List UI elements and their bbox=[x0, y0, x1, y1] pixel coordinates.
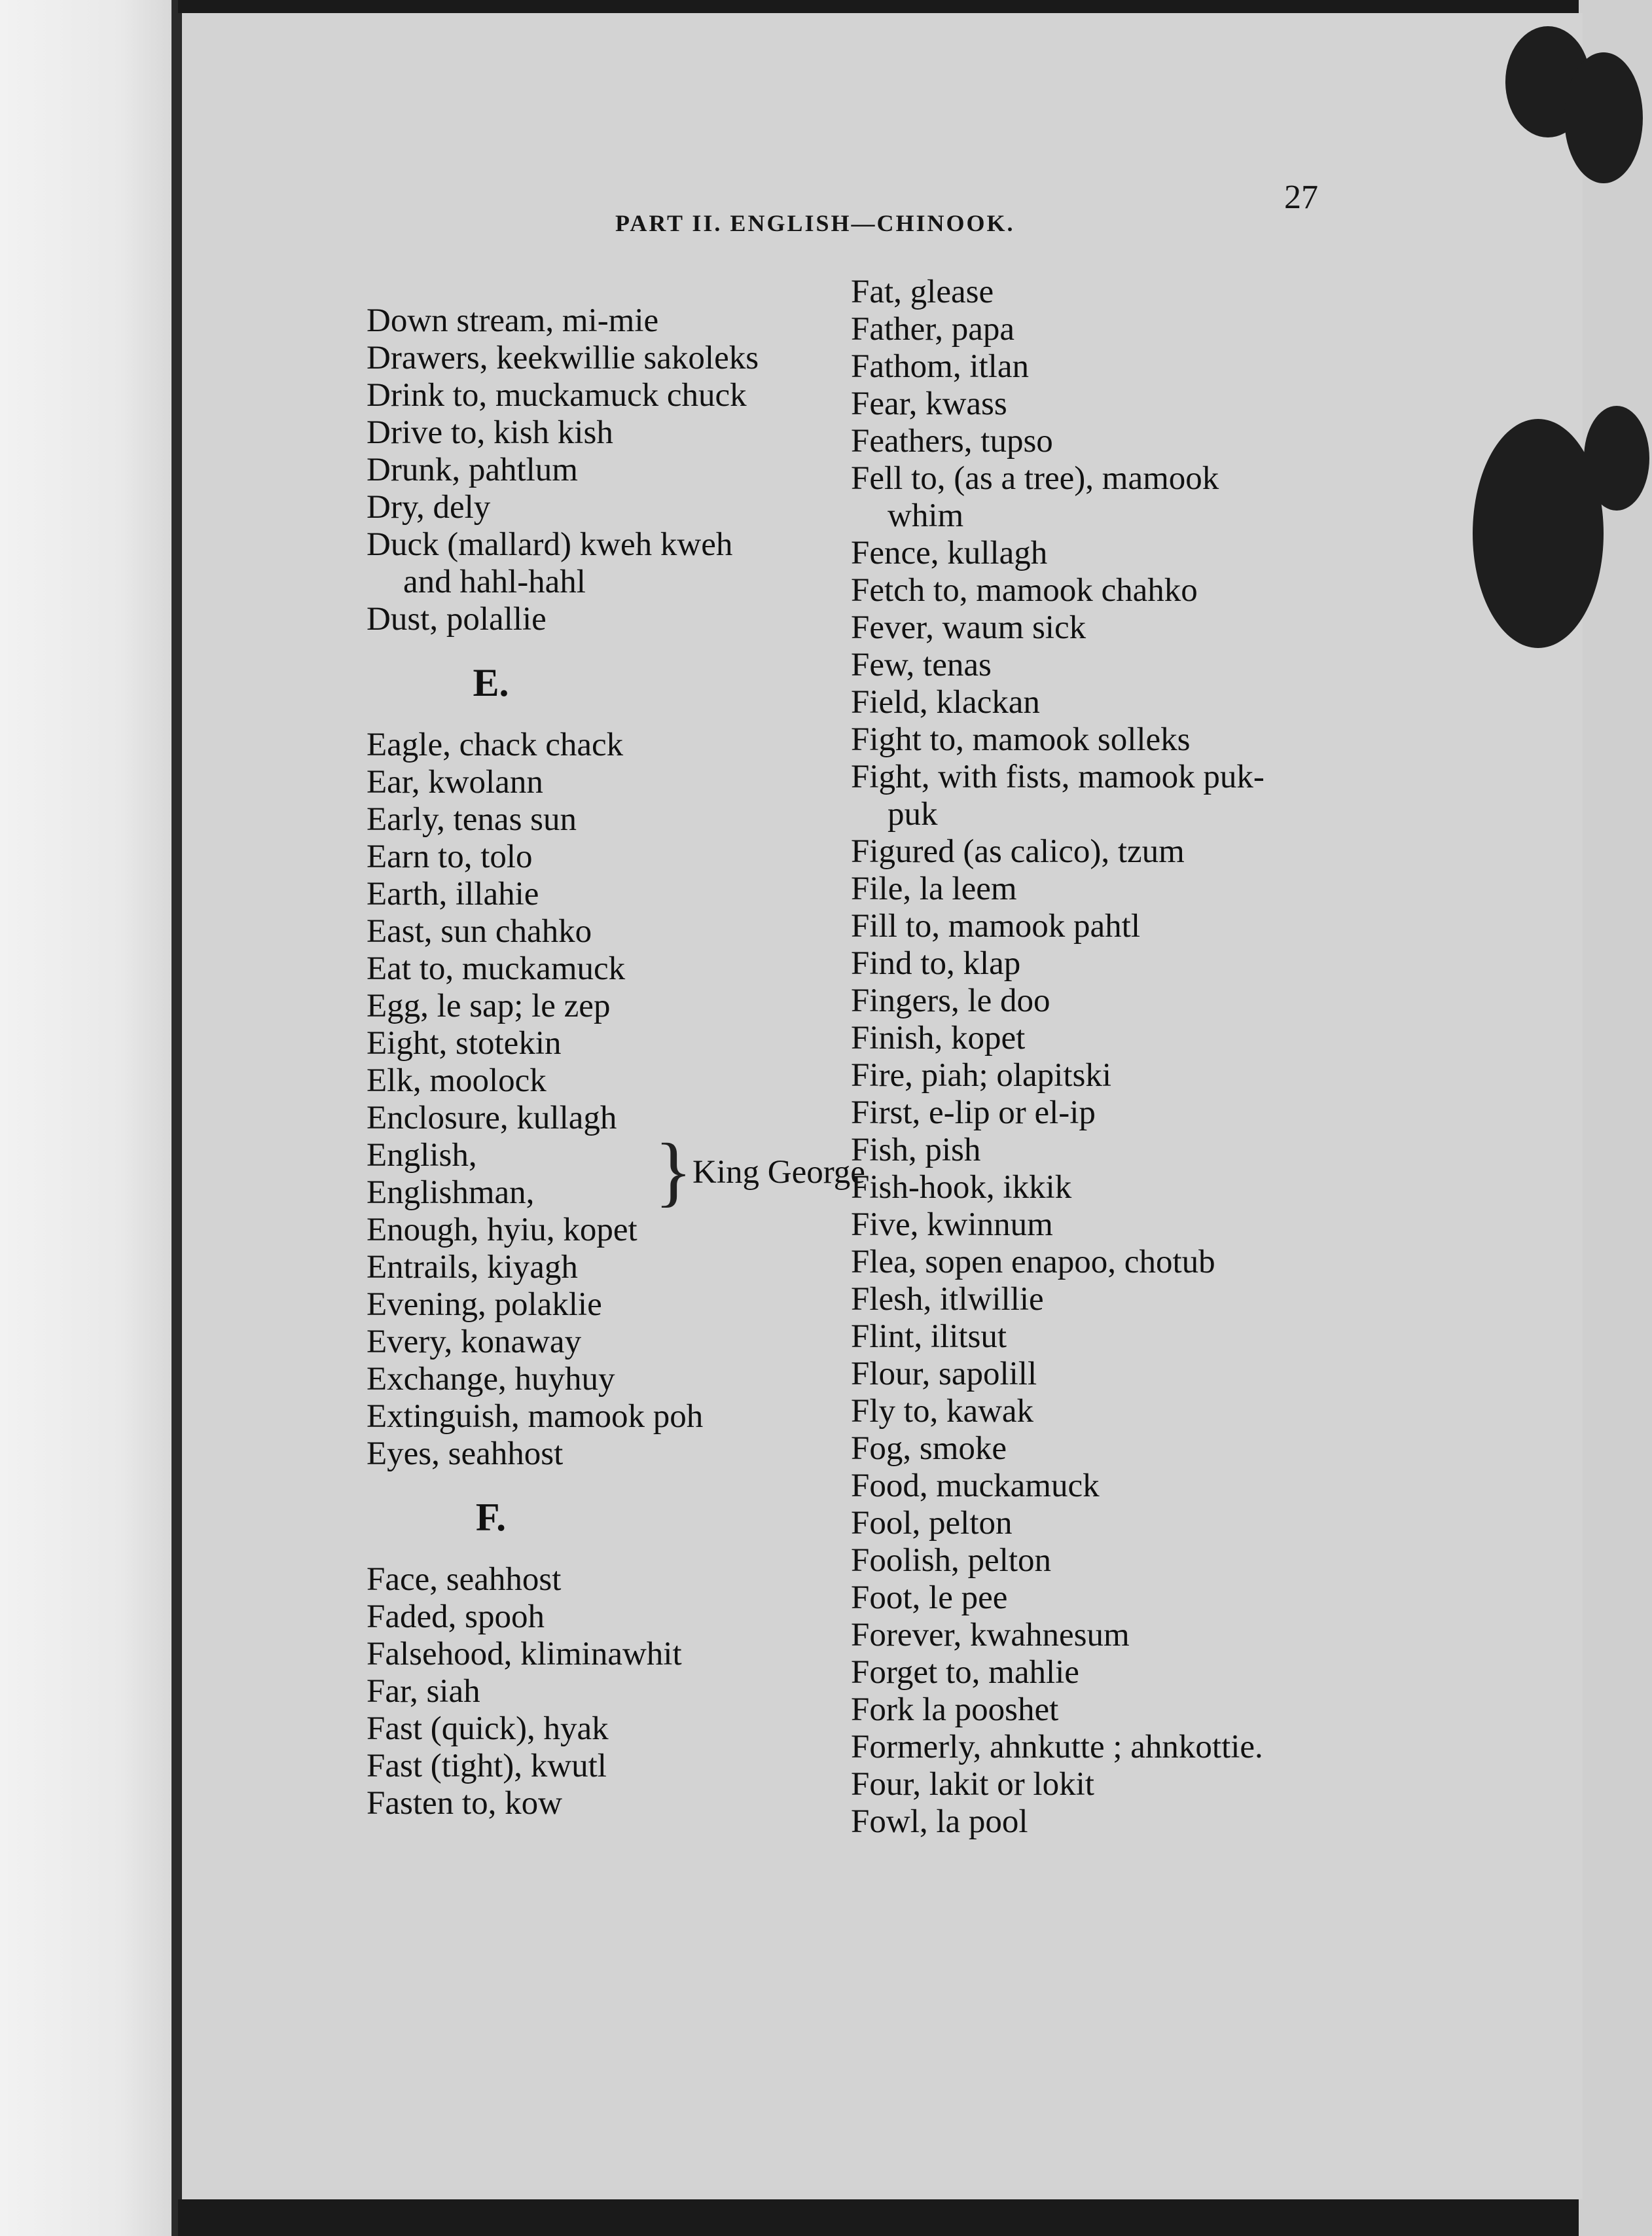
dictionary-entry: Father, papa bbox=[851, 311, 1015, 348]
dictionary-entry: Figured (as calico), tzum bbox=[851, 833, 1185, 870]
dictionary-entry: Find to, klap bbox=[851, 945, 1021, 982]
dictionary-entry: Drawers, keekwillie sakoleks bbox=[367, 340, 759, 376]
dictionary-entry: Down stream, mi-mie bbox=[367, 302, 659, 339]
dictionary-entry: Fool, pelton bbox=[851, 1505, 1013, 1542]
dictionary-entry: Eagle, chack chack bbox=[367, 727, 624, 763]
page-edge bbox=[1579, 0, 1652, 2236]
dictionary-entry: Forget to, mahlie bbox=[851, 1654, 1079, 1691]
dictionary-entry: Dust, polallie bbox=[367, 601, 547, 638]
dictionary-entry: Drink to, muckamuck chuck bbox=[367, 377, 747, 414]
dictionary-entry: Fat, glease bbox=[851, 274, 994, 310]
dictionary-entry: Egg, le sap; le zep bbox=[367, 988, 611, 1024]
dictionary-entry: Fell to, (as a tree), mamook bbox=[851, 460, 1219, 497]
ink-stain bbox=[1564, 52, 1643, 183]
dictionary-entry: Extinguish, mamook poh bbox=[367, 1398, 704, 1435]
dictionary-entry-continuation: whim bbox=[888, 497, 964, 534]
dictionary-entry: Fingers, le doo bbox=[851, 983, 1050, 1019]
dictionary-entry: Fast (tight), kwutl bbox=[367, 1748, 607, 1784]
bracket-translation: King George bbox=[692, 1154, 865, 1191]
dictionary-entry: Fasten to, kow bbox=[367, 1785, 562, 1822]
page-number: 27 bbox=[1284, 179, 1318, 216]
dictionary-entry-continuation: and hahl-hahl bbox=[403, 564, 586, 600]
dictionary-entry: Drunk, pahtlum bbox=[367, 452, 578, 488]
dictionary-entry: Evening, polaklie bbox=[367, 1286, 602, 1323]
dictionary-entry: First, e-lip or el-ip bbox=[851, 1094, 1096, 1131]
dictionary-entry: Earth, illahie bbox=[367, 876, 539, 912]
dictionary-entry: Fire, piah; olapitski bbox=[851, 1057, 1112, 1094]
dictionary-entry: Fork la pooshet bbox=[851, 1691, 1059, 1728]
dictionary-entry: Feathers, tupso bbox=[851, 423, 1053, 460]
running-header: PART II. ENGLISH—CHINOOK. bbox=[615, 210, 1015, 236]
dictionary-entry-continuation: puk bbox=[888, 796, 938, 833]
dictionary-entry: Finish, kopet bbox=[851, 1020, 1026, 1056]
ink-stain bbox=[1584, 406, 1649, 511]
dictionary-entry: Eight, stotekin bbox=[367, 1025, 562, 1062]
facing-page bbox=[0, 0, 171, 2236]
dictionary-entry: Flea, sopen enapoo, chotub bbox=[851, 1244, 1215, 1280]
dictionary-entry: Fear, kwass bbox=[851, 386, 1007, 422]
section-heading-e: E. bbox=[473, 661, 509, 704]
dictionary-entry: Foot, le pee bbox=[851, 1579, 1008, 1616]
dictionary-entry: Fight, with fists, mamook puk- bbox=[851, 759, 1265, 795]
dictionary-entry: Fish-hook, ikkik bbox=[851, 1169, 1072, 1206]
dictionary-entry: Drive to, kish kish bbox=[367, 414, 613, 451]
bracketed-entry-group bbox=[367, 1127, 910, 1214]
dictionary-entry: Enclosure, kullagh bbox=[367, 1100, 617, 1136]
dictionary-entry: Elk, moolock bbox=[367, 1062, 547, 1099]
dictionary-entry: Englishman, bbox=[367, 1174, 535, 1211]
dictionary-entry: Eyes, seahhost bbox=[367, 1435, 564, 1472]
dictionary-entry: English, bbox=[367, 1137, 477, 1174]
dictionary-entry: Exchange, huyhuy bbox=[367, 1361, 615, 1398]
dictionary-entry: Duck (mallard) kweh kweh bbox=[367, 526, 733, 563]
dictionary-entry: Fast (quick), hyak bbox=[367, 1710, 609, 1747]
dictionary-entry: Fetch to, mamook chahko bbox=[851, 572, 1198, 609]
left-column bbox=[367, 302, 910, 1822]
dictionary-entry: Enough, hyiu, kopet bbox=[367, 1212, 637, 1248]
dictionary-entry: Fence, kullagh bbox=[851, 535, 1048, 571]
section-heading-f: F. bbox=[475, 1496, 507, 1539]
dictionary-entry: Fish, pish bbox=[851, 1132, 981, 1168]
dictionary-entry: File, la leem bbox=[851, 871, 1017, 907]
dictionary-entry: Earn to, tolo bbox=[367, 838, 533, 875]
dictionary-entry: Four, lakit or lokit bbox=[851, 1766, 1094, 1803]
dictionary-entry: Fight to, mamook solleks bbox=[851, 721, 1191, 758]
brace-glyph: } bbox=[655, 1127, 692, 1214]
dictionary-entry: Five, kwinnum bbox=[851, 1206, 1053, 1243]
book-gutter bbox=[171, 0, 178, 2236]
dictionary-entry: Early, tenas sun bbox=[367, 801, 577, 838]
dictionary-entry: Forever, kwahnesum bbox=[851, 1617, 1130, 1653]
dictionary-entry: Faded, spooh bbox=[367, 1598, 545, 1635]
dictionary-entry: Far, siah bbox=[367, 1673, 480, 1710]
dictionary-entry: Fly to, kawak bbox=[851, 1393, 1034, 1430]
dictionary-entry: Formerly, ahnkutte ; ahnkottie. bbox=[851, 1729, 1263, 1765]
dictionary-entry: Dry, dely bbox=[367, 489, 491, 526]
dictionary-entry: Face, seahhost bbox=[367, 1561, 562, 1598]
dictionary-entry: Few, tenas bbox=[851, 647, 992, 683]
dictionary-entry: Entrails, kiyagh bbox=[367, 1249, 578, 1286]
dictionary-entry: Food, muckamuck bbox=[851, 1468, 1100, 1504]
dictionary-entry: Flour, sapolill bbox=[851, 1356, 1037, 1392]
dictionary-entry: East, sun chahko bbox=[367, 913, 592, 950]
dictionary-entry: Falsehood, kliminawhit bbox=[367, 1636, 682, 1672]
dictionary-entry: Eat to, muckamuck bbox=[367, 950, 626, 987]
dictionary-entry: Fog, smoke bbox=[851, 1430, 1007, 1467]
dictionary-entry: Flint, ilitsut bbox=[851, 1318, 1007, 1355]
dictionary-entry: Fathom, itlan bbox=[851, 348, 1029, 385]
dictionary-entry: Flesh, itlwillie bbox=[851, 1281, 1044, 1318]
dictionary-entry: Every, konaway bbox=[367, 1324, 582, 1360]
dictionary-entry: Field, klackan bbox=[851, 684, 1040, 721]
dictionary-entry: Fever, waum sick bbox=[851, 609, 1086, 646]
dictionary-entry: Fowl, la pool bbox=[851, 1803, 1028, 1840]
dictionary-entry: Fill to, mamook pahtl bbox=[851, 908, 1140, 945]
dictionary-entry: Foolish, pelton bbox=[851, 1542, 1052, 1579]
right-column bbox=[851, 274, 1440, 1841]
dictionary-entry: Ear, kwolann bbox=[367, 764, 543, 801]
